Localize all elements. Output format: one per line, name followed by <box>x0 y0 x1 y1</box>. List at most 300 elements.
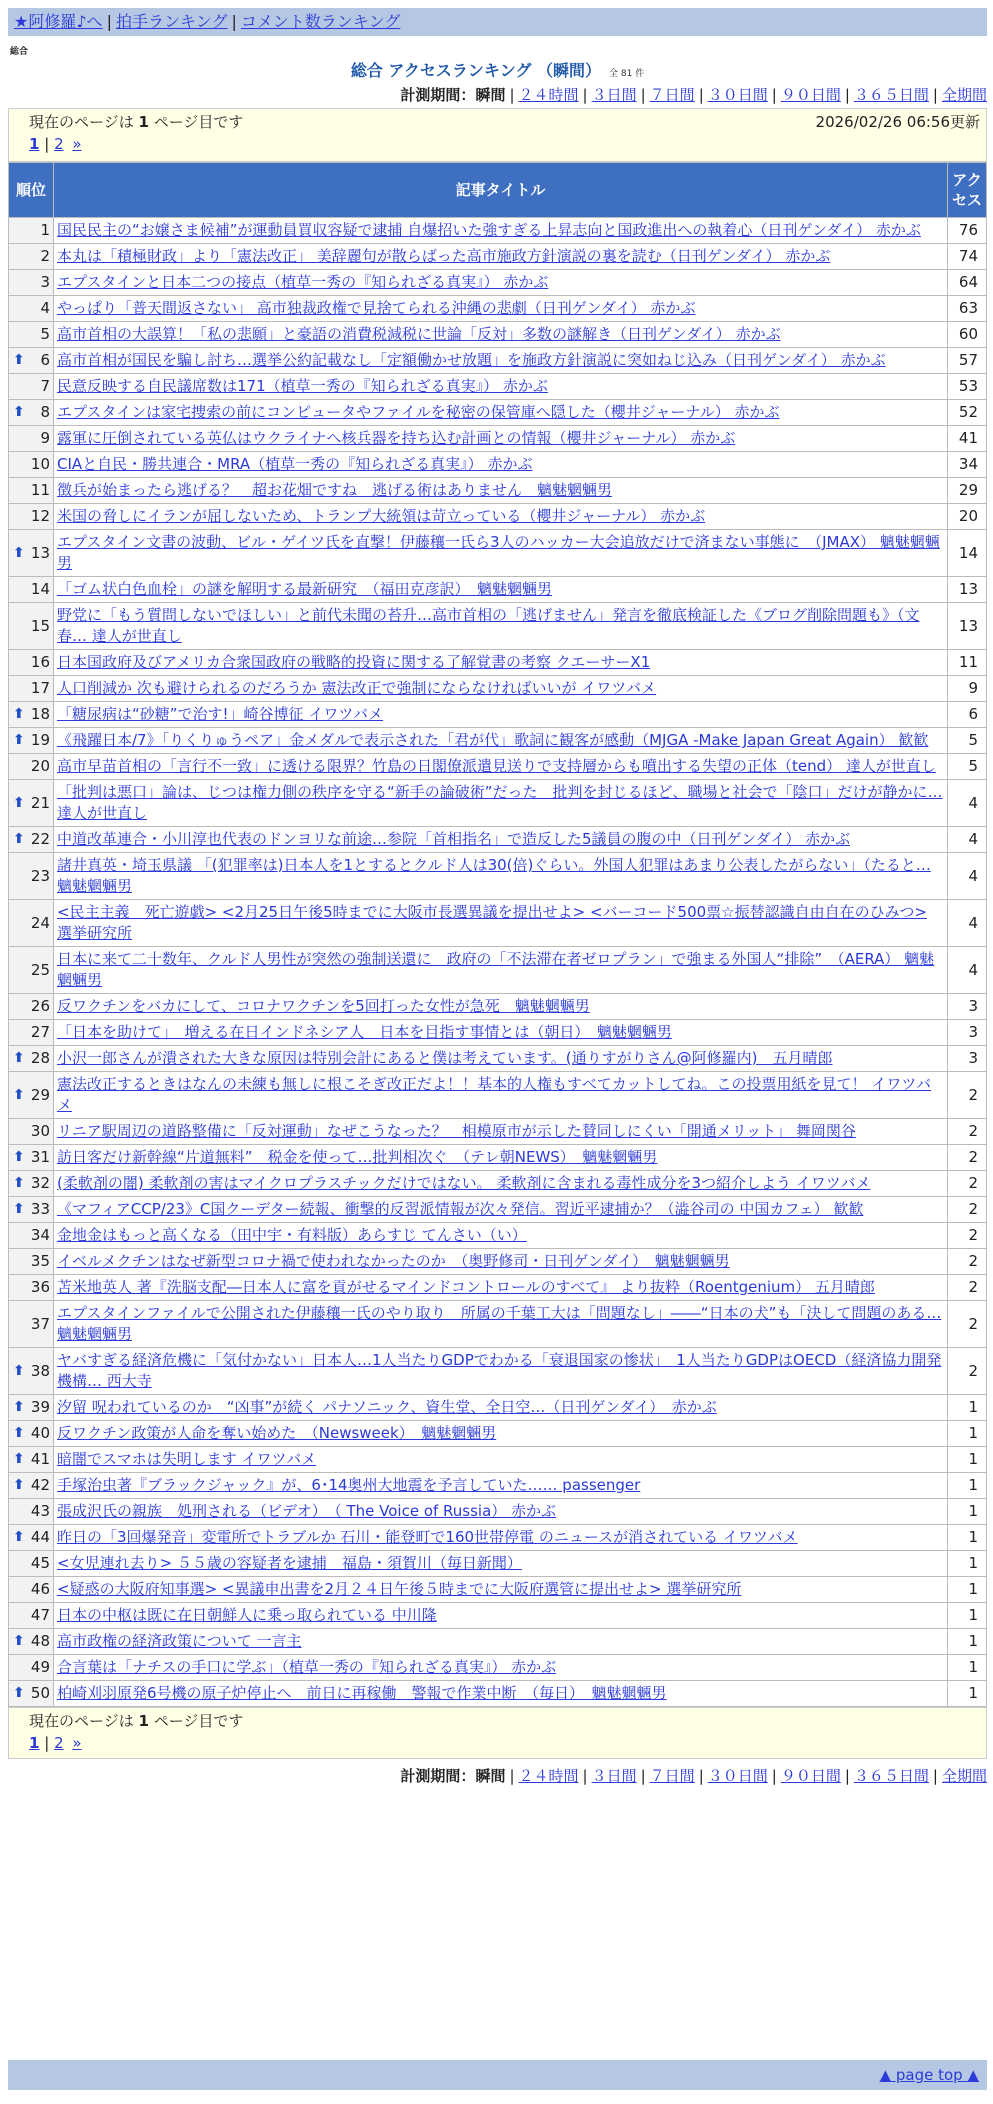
nav-separator: | <box>231 12 237 31</box>
rank-cell <box>9 754 54 780</box>
title-cell <box>54 1275 948 1301</box>
article-link[interactable]: 民意反映する自民議席数は171（植草一秀の『知られざる真実』） 赤かぶ <box>57 377 548 395</box>
rank-number: 34 <box>30 1226 50 1244</box>
up-arrow-icon: ⬆ <box>13 1175 25 1191</box>
rank-number: 19 <box>30 731 50 749</box>
rank-cell <box>9 530 54 577</box>
access-count: 3 <box>948 994 987 1020</box>
access-count: 1 <box>948 1655 987 1681</box>
title-cell <box>54 1395 948 1421</box>
rank-cell <box>9 1275 54 1301</box>
access-count: 53 <box>948 374 987 400</box>
article-link[interactable]: やっぱり「普天間返さない」 高市独裁政権で見捨てられる沖縄の悲劇（日刊ゲンダイ） 赤かぶ <box>57 299 696 317</box>
period-link[interactable]: ３０日間 <box>707 1767 768 1785</box>
article-link[interactable]: <女児連れ去り> ５５歳の容疑者を逮捕 福島・須賀川（毎日新聞） <box>57 1554 522 1572</box>
article-link[interactable]: CIAと自民・勝共連合・MRA（植草一秀の『知られざる真実』） 赤かぶ <box>57 455 533 473</box>
period-link[interactable]: ７日間 <box>649 86 695 104</box>
access-count: 1 <box>948 1525 987 1551</box>
article-link[interactable]: 「糖尿病は“砂糖”で治す!」崎谷博征 イワツバメ <box>57 705 384 723</box>
article-link[interactable]: 「批判は悪口」論は、じつは権力側の秩序を守る“新手の論破術”だった 批判を封じるほど、職場と社会で「陰口」だけが静かに… 達人が世直し <box>57 783 943 822</box>
article-link[interactable]: リニア駅周辺の道路整備に「反対運動」なぜこうなった？ 相模原市が示した賛同しにくい「開通メリット」 舞岡関谷 <box>57 1122 856 1140</box>
table-row <box>9 728 987 754</box>
table-row <box>9 577 987 603</box>
title-cell <box>54 994 948 1020</box>
article-link[interactable]: 反ワクチンをバカにして、コロナワクチンを5回打った女性が急死 魑魅魍魎男 <box>57 997 590 1015</box>
rank-cell <box>9 1119 54 1145</box>
title-cell <box>54 603 948 650</box>
access-count: 2 <box>948 1348 987 1395</box>
up-arrow-icon: ⬆ <box>13 1149 25 1165</box>
ranking-table <box>8 162 987 1707</box>
title-cell <box>54 853 948 900</box>
article-link[interactable]: 米国の脅しにイランが屈しないため、トランプ大統領は苛立っている（櫻井ジャーナル） 赤かぶ <box>57 507 706 525</box>
table-row <box>9 780 987 827</box>
article-link[interactable]: 苫米地英人 著『洗脳支配―日本人に富を貢がせるマインドコントロールのすべて』 より抜粋（Roentgenium） 五月晴郎 <box>57 1278 875 1296</box>
rank-cell <box>9 478 54 504</box>
rank-cell <box>9 1473 54 1499</box>
article-link[interactable]: 柏崎刈羽原発6号機の原子炉停止へ 前日に再稼働 警報で作業中断 （毎日） 魑魅魍魎男 <box>57 1684 667 1702</box>
table-row <box>9 1301 987 1348</box>
next-page-link[interactable]: » <box>72 1734 82 1752</box>
rank-cell <box>9 728 54 754</box>
footer-bar <box>8 2060 987 2090</box>
rank-cell <box>9 900 54 947</box>
access-count: 9 <box>948 676 987 702</box>
table-row <box>9 1223 987 1249</box>
table-row <box>9 530 987 577</box>
title-cell <box>54 400 948 426</box>
up-arrow-icon: ⬆ <box>13 1362 25 1379</box>
rank-cell <box>9 1525 54 1551</box>
rank-number: 12 <box>30 507 50 525</box>
article-link[interactable]: 諸井真英・埼玉県議 「(犯罪率は)日本人を1とするとクルド人は30(倍)ぐらい。外国人犯罪はあまり公表したがらない」（たると… 魑魅魍魎男 <box>57 856 931 895</box>
rank-number: 39 <box>30 1398 50 1416</box>
rank-cell <box>9 218 54 244</box>
article-link[interactable]: 憲法改正するときはなんの未練も無しに根こそぎ改正だよ！！基本的人権もすべてカットしてね。この投票用紙を見て！ イワツバメ <box>57 1075 932 1114</box>
title-cell <box>54 650 948 676</box>
period-current: 瞬間 <box>475 86 506 104</box>
period-separator: | <box>844 1767 850 1785</box>
period-separator: | <box>582 1767 588 1785</box>
access-count: 52 <box>948 400 987 426</box>
title-cell <box>54 504 948 530</box>
page-link-1[interactable]: 1 <box>29 1734 40 1752</box>
title-cell <box>54 754 948 780</box>
table-row <box>9 1119 987 1145</box>
period-separator: | <box>932 86 938 104</box>
rank-cell <box>9 1603 54 1629</box>
access-count: 4 <box>948 780 987 827</box>
table-row <box>9 1348 987 1395</box>
page-title-area <box>8 60 987 85</box>
access-count: 3 <box>948 1020 987 1046</box>
page-top-link[interactable]: ▲ page top ▲ <box>879 2066 979 2084</box>
page-link-2[interactable]: 2 <box>54 1734 64 1752</box>
rank-number: 6 <box>40 351 50 369</box>
rank-number: 44 <box>30 1528 50 1546</box>
period-separator: | <box>771 86 777 104</box>
article-link[interactable]: 合言葉は「ナチスの手口に学ぶ」（植草一秀の『知られざる真実』） 赤かぶ <box>57 1658 557 1676</box>
clap-ranking-link[interactable]: 拍手ランキング <box>115 12 228 31</box>
rank-cell <box>9 650 54 676</box>
article-link[interactable]: 昨日の「3回爆発音」変電所でトラブルか 石川・能登町で160世帯停電 のニュースが消されている イワツバメ <box>57 1528 798 1546</box>
period-link[interactable]: ２４時間 <box>518 86 579 104</box>
table-row <box>9 603 987 650</box>
rank-number: 5 <box>40 325 50 343</box>
article-link[interactable]: <民主主義 死亡遊戯> <2月25日午後5時までに大阪市長選異議を提出せよ> <バーコード500票☆振替認識自由自在のひみつ> 選挙研究所 <box>57 903 927 942</box>
table-row <box>9 1629 987 1655</box>
article-link[interactable]: 《飛躍日本/7》「りくりゅうペア」金メダルで表示された「君が代」歌詞に観客が感動（MJGA -Make Japan Great Again） 歓歓 <box>57 731 929 749</box>
rank-number: 15 <box>30 616 50 635</box>
rank-cell <box>9 1421 54 1447</box>
access-count: 60 <box>948 322 987 348</box>
period-selector <box>400 84 987 106</box>
table-row <box>9 827 987 853</box>
access-count: 2 <box>948 1249 987 1275</box>
period-separator: | <box>509 1767 515 1785</box>
rank-cell <box>9 1655 54 1681</box>
section-label: 総合 <box>10 47 29 57</box>
up-arrow-icon: ⬆ <box>13 1451 25 1467</box>
table-row <box>9 296 987 322</box>
rank-cell <box>9 1072 54 1119</box>
article-link[interactable]: 人口削減か 次も避けられるのだろうか 憲法改正で強制にならなければいいが イワツバメ <box>57 679 657 697</box>
up-arrow-icon: ⬆ <box>13 1086 25 1103</box>
table-row <box>9 994 987 1020</box>
table-row <box>9 1473 987 1499</box>
access-count: 6 <box>948 702 987 728</box>
column-header-title: 記事タイトル <box>54 163 948 218</box>
period-link[interactable]: ２４時間 <box>518 1767 579 1785</box>
period-link[interactable]: ９０日間 <box>780 86 841 104</box>
title-cell <box>54 780 948 827</box>
article-link[interactable]: 暗闇でスマホは失明します イワツバメ <box>57 1450 317 1468</box>
period-separator: | <box>771 1767 777 1785</box>
article-link[interactable]: 「日本を助けて」 増える在日インドネシア人 日本を目指す事情とは（朝日） 魑魅魍魎男 <box>57 1023 672 1041</box>
article-link[interactable]: 金地金はもっと高くなる（田中宇・有料版）あらすじ てんさい（い） <box>57 1226 527 1244</box>
access-count: 76 <box>948 218 987 244</box>
article-link[interactable]: 《マフィアCCP/23》C国クーデター続報、衝撃的反習派情報が次々発信。習近平逮捕か？（澁谷司の 中国カフェ） 歓歓 <box>57 1200 864 1218</box>
table-row <box>9 1525 987 1551</box>
article-link[interactable]: (柔軟剤の闇) 柔軟剤の害はマイクロプラスチックだけではない。 柔軟剤に含まれる毒性成分を3つ紹介しよう イワツバメ <box>57 1174 871 1192</box>
title-cell <box>54 374 948 400</box>
table-row <box>9 1072 987 1119</box>
rank-number: 32 <box>30 1174 50 1192</box>
up-arrow-icon: ⬆ <box>13 404 25 420</box>
table-row <box>9 1171 987 1197</box>
rank-number: 30 <box>30 1122 50 1140</box>
article-link[interactable]: <疑惑の大阪府知事選> <異議申出書を2月２４日午後５時までに大阪府選管に提出せよ> 選挙研究所 <box>57 1580 742 1598</box>
article-link[interactable]: 訪日客だけ新幹線“片道無料” 税金を使って…批判相次ぐ （テレ朝NEWS） 魑魅魍魎男 <box>57 1148 658 1166</box>
table-row <box>9 374 987 400</box>
article-link[interactable]: 日本に来て二十数年、クルド人男性が突然の強制送還に 政府の「不法滞在者ゼロプラン」で強まる外国人“排除” （AERA） 魑魅魍魎男 <box>57 950 935 989</box>
article-link[interactable]: 本丸は「積極財政」より「憲法改正」 美辞麗句が散らばった高市施政方針演説の裏を読む（日刊ゲンダイ） 赤かぶ <box>57 247 831 265</box>
access-count: 2 <box>948 1223 987 1249</box>
title-cell <box>54 1249 948 1275</box>
period-link[interactable]: ３６５日間 <box>853 86 929 104</box>
table-row <box>9 676 987 702</box>
table-row <box>9 1603 987 1629</box>
up-arrow-icon: ⬆ <box>13 732 25 748</box>
title-cell <box>54 1603 948 1629</box>
title-cell <box>54 1223 948 1249</box>
access-count: 4 <box>948 900 987 947</box>
up-arrow-icon: ⬆ <box>13 1050 25 1066</box>
access-count: 11 <box>948 650 987 676</box>
access-count: 57 <box>948 348 987 374</box>
article-link[interactable]: 日本の中枢は既に在日朝鮮人に乗っ取られている 中川隆 <box>57 1606 437 1624</box>
period-separator: | <box>640 86 646 104</box>
access-count: 74 <box>948 244 987 270</box>
period-separator: | <box>844 86 850 104</box>
title-cell <box>54 1119 948 1145</box>
rank-number: 25 <box>30 960 50 979</box>
table-row <box>9 1655 987 1681</box>
rank-cell <box>9 947 54 994</box>
rank-number: 10 <box>30 455 50 473</box>
article-link[interactable]: 中道改革連合・小川淳也代表のドンヨリな前途…参院「首相指名」で造反した5議員の腹の中（日刊ゲンダイ） 赤かぶ <box>57 830 851 848</box>
rank-cell <box>9 348 54 374</box>
rank-cell <box>9 1348 54 1395</box>
title-cell <box>54 1447 948 1473</box>
pagination: 1 | 2 » <box>29 1734 82 1752</box>
access-count: 64 <box>948 270 987 296</box>
title-cell <box>54 426 948 452</box>
rank-number: 14 <box>30 580 50 598</box>
table-row <box>9 1249 987 1275</box>
period-link[interactable]: ３６５日間 <box>853 1767 929 1785</box>
rank-cell <box>9 1499 54 1525</box>
article-link[interactable]: 手塚治虫著『ブラックジャック』が、6･14奥州大地震を予言していた…… passenger <box>57 1476 641 1494</box>
access-count: 1 <box>948 1473 987 1499</box>
article-link[interactable]: 日本国政府及びアメリカ合衆国政府の戦略的投資に関する了解覚書の考察 クエーサーX1 <box>57 653 651 671</box>
up-arrow-icon: ⬆ <box>13 706 25 722</box>
article-link[interactable]: 野党に「もう質問しないでほしい」と前代未聞の苔升…高市首相の「逃げません」発言を徹底検証した《ブログ削除問題も》（文春… 達人が世直し <box>57 606 920 645</box>
rank-number: 8 <box>40 403 50 421</box>
access-count: 5 <box>948 728 987 754</box>
rank-cell <box>9 1577 54 1603</box>
page-info-bottom <box>8 1707 987 1759</box>
rank-cell <box>9 1681 54 1707</box>
article-link[interactable]: エプスタインは家宅捜索の前にコンピュータやファイルを秘密の保管庫へ隠した（櫻井ジャーナル） 赤かぶ <box>57 403 780 421</box>
rank-cell <box>9 1301 54 1348</box>
access-count: 4 <box>948 853 987 900</box>
rank-number: 50 <box>30 1684 50 1702</box>
rank-number: 31 <box>30 1148 50 1166</box>
rank-number: 29 <box>30 1085 50 1104</box>
rank-cell <box>9 504 54 530</box>
rank-cell <box>9 702 54 728</box>
table-row <box>9 244 987 270</box>
article-link[interactable]: 反ワクチン政策が人命を奪い始めた （Newsweek） 魑魅魍魎男 <box>57 1424 497 1442</box>
article-link[interactable]: 高市首相が国民を騙し討ち…選挙公約記載なし「定額働かせ放題」を施政方針演説に突如ねじ込み（日刊ゲンダイ） 赤かぶ <box>57 351 886 369</box>
article-link[interactable]: エプスタイン文書の波動、ビル・ゲイツ氏を直撃！伊藤穰一氏ら3人のハッカー大会追放だけで済まない事態に （JMAX） 魑魅魍魎男 <box>57 533 940 572</box>
up-arrow-icon: ⬆ <box>13 1633 25 1649</box>
article-link[interactable]: 汐留 呪われているのか “凶事”が続く パナソニック、資生堂、全日空…（日刊ゲンダイ） 赤かぶ <box>57 1398 717 1416</box>
article-link[interactable]: イベルメクチンはなぜ新型コロナ禍で使われなかったのか （奥野修司・日刊ゲンダイ） 魑魅魍魎男 <box>57 1252 730 1270</box>
period-link[interactable]: ９０日間 <box>780 1767 841 1785</box>
rank-cell <box>9 1629 54 1655</box>
title-cell <box>54 1348 948 1395</box>
title-cell <box>54 1577 948 1603</box>
nav-separator: | <box>106 12 112 31</box>
up-arrow-icon: ⬆ <box>13 1399 25 1415</box>
title-cell <box>54 1145 948 1171</box>
rank-cell <box>9 1447 54 1473</box>
title-cell <box>54 270 948 296</box>
period-current: 瞬間 <box>475 1767 506 1785</box>
home-link[interactable]: ★阿修羅♪へ <box>14 12 103 31</box>
access-count: 29 <box>948 478 987 504</box>
article-link[interactable]: 小沢一郎さんが潰された大きな原因は特別会計にあると僕は考えています。(通りすがりさん@阿修羅内) 五月晴郎 <box>57 1049 833 1067</box>
article-link[interactable]: 張成沢氏の親族 処刑される（ビデオ） （ The Voice of Russia） 赤かぶ <box>57 1502 557 1520</box>
article-link[interactable]: 徴兵が始まったら逃げる？ 超お花畑ですね 逃げる術はありません 魑魅魍魎男 <box>57 481 613 499</box>
title-cell <box>54 1301 948 1348</box>
period-link[interactable]: 全期間 <box>941 86 987 104</box>
table-row <box>9 1499 987 1525</box>
title-cell <box>54 1551 948 1577</box>
access-count: 1 <box>948 1447 987 1473</box>
comment-ranking-link[interactable]: コメント数ランキング <box>240 12 401 31</box>
article-link[interactable]: 国民民主の“お嬢さま候補”が運動員買収容疑で逮捕 自爆招いた強すぎる上昇志向と国政進出への執着心（日刊ゲンダイ） 赤かぶ <box>57 221 921 239</box>
rank-cell <box>9 1249 54 1275</box>
up-arrow-icon: ⬆ <box>13 544 25 561</box>
title-cell <box>54 1421 948 1447</box>
rank-cell <box>9 853 54 900</box>
table-row <box>9 348 987 374</box>
rank-cell <box>9 452 54 478</box>
rank-number: 46 <box>30 1580 50 1598</box>
title-cell <box>54 1197 948 1223</box>
access-count: 41 <box>948 426 987 452</box>
article-link[interactable]: ヤバすぎる経済危機に「気付かない」日本人…1人当たりGDPでわかる「衰退国家の惨状」 1人当たりGDPはOECD（経済協力開発機構… 西大寺 <box>57 1351 942 1390</box>
title-cell <box>54 322 948 348</box>
rank-number: 27 <box>30 1023 50 1041</box>
rank-number: 24 <box>30 913 50 932</box>
rank-number: 35 <box>30 1252 50 1270</box>
table-row <box>9 504 987 530</box>
rank-number: 38 <box>30 1361 50 1380</box>
period-separator: | <box>698 86 704 104</box>
top-navigation <box>8 8 987 36</box>
title-cell <box>54 1020 948 1046</box>
pagination: 1 | 2 » <box>29 135 82 153</box>
table-row <box>9 1145 987 1171</box>
rank-number: 2 <box>40 247 50 265</box>
article-link[interactable]: エプスタインファイルで公開された伊藤穰一氏のやり取り 所属の千葉工大は「問題なし」――“日本の犬”も「決して問題のある… 魑魅魍魎男 <box>57 1304 942 1343</box>
page-link-2[interactable]: 2 <box>54 135 64 153</box>
rank-cell <box>9 270 54 296</box>
rank-cell <box>9 400 54 426</box>
rank-cell <box>9 1551 54 1577</box>
period-selector-bottom <box>400 1765 987 1787</box>
access-count: 2 <box>948 1119 987 1145</box>
access-count: 1 <box>948 1551 987 1577</box>
up-arrow-icon: ⬆ <box>13 1685 25 1701</box>
title-cell <box>54 478 948 504</box>
rank-cell <box>9 780 54 827</box>
table-row <box>9 947 987 994</box>
access-count: 4 <box>948 947 987 994</box>
rank-number: 22 <box>30 830 50 848</box>
next-page-link[interactable]: » <box>72 135 82 153</box>
table-row <box>9 650 987 676</box>
rank-cell <box>9 244 54 270</box>
table-row <box>9 452 987 478</box>
up-arrow-icon: ⬆ <box>13 1201 25 1217</box>
article-link[interactable]: エプスタインと日本二つの接点（植草一秀の『知られざる真実』） 赤かぶ <box>57 273 549 291</box>
table-row <box>9 1046 987 1072</box>
article-link[interactable]: 露軍に圧倒されている英仏はウクライナへ核兵器を持ち込む計画との情報（櫻井ジャーナル） 赤かぶ <box>57 429 736 447</box>
table-row <box>9 1275 987 1301</box>
up-arrow-icon: ⬆ <box>13 1529 25 1545</box>
access-count: 5 <box>948 754 987 780</box>
access-count: 4 <box>948 827 987 853</box>
period-link[interactable]: ３０日間 <box>707 86 768 104</box>
access-count: 3 <box>948 1046 987 1072</box>
title-cell <box>54 1525 948 1551</box>
updated-timestamp: 2026/02/26 06:56更新 <box>815 113 980 131</box>
up-arrow-icon: ⬆ <box>13 831 25 847</box>
title-cell <box>54 1046 948 1072</box>
rank-number: 45 <box>30 1554 50 1572</box>
title-cell <box>54 1072 948 1119</box>
table-row <box>9 754 987 780</box>
table-row <box>9 702 987 728</box>
rank-number: 28 <box>30 1049 50 1067</box>
period-separator: | <box>640 1767 646 1785</box>
table-row <box>9 1197 987 1223</box>
table-row <box>9 400 987 426</box>
title-cell <box>54 676 948 702</box>
rank-number: 33 <box>30 1200 50 1218</box>
rank-cell <box>9 322 54 348</box>
up-arrow-icon: ⬆ <box>13 1477 25 1493</box>
column-header-access: アクセス <box>948 163 987 218</box>
rank-cell <box>9 1197 54 1223</box>
page-link-1[interactable]: 1 <box>29 135 40 153</box>
table-row <box>9 478 987 504</box>
access-count: 2 <box>948 1301 987 1348</box>
period-link[interactable]: ７日間 <box>649 1767 695 1785</box>
column-header-rank: 順位 <box>9 163 54 218</box>
page-indicator: 現在のページは 1 ページ目です <box>29 113 244 131</box>
title-cell <box>54 1473 948 1499</box>
period-link[interactable]: ３日間 <box>591 1767 637 1785</box>
period-separator: | <box>932 1767 938 1785</box>
title-cell <box>54 728 948 754</box>
article-link[interactable]: 高市政権の経済政策について 一言主 <box>57 1632 302 1650</box>
rank-number: 18 <box>30 705 50 723</box>
up-arrow-icon: ⬆ <box>13 1425 25 1441</box>
title-cell <box>54 1171 948 1197</box>
article-link[interactable]: 「ゴム状白色血栓」の謎を解明する最新研究 （福田克彦訳） 魑魅魍魎男 <box>57 580 553 598</box>
access-count: 1 <box>948 1629 987 1655</box>
rank-number: 23 <box>30 866 50 885</box>
title-cell <box>54 1629 948 1655</box>
total-count: 全 81 件 <box>609 69 645 79</box>
title-cell <box>54 218 948 244</box>
rank-cell <box>9 994 54 1020</box>
period-link[interactable]: ３日間 <box>591 86 637 104</box>
access-count: 1 <box>948 1499 987 1525</box>
period-link[interactable]: 全期間 <box>941 1767 987 1785</box>
article-link[interactable]: 高市早苗首相の「言行不一致」に透ける限界？竹島の日閣僚派遣見送りで支持層からも噴出する失望の正体（tend） 達人が世直し <box>57 757 936 775</box>
rank-number: 47 <box>30 1606 50 1624</box>
up-arrow-icon: ⬆ <box>13 794 25 811</box>
title-cell <box>54 900 948 947</box>
article-link[interactable]: 高市首相の大誤算！「私の悲願」と豪語の消費税減税に世論「反対」多数の謎解き（日刊ゲンダイ） 赤かぶ <box>57 325 781 343</box>
